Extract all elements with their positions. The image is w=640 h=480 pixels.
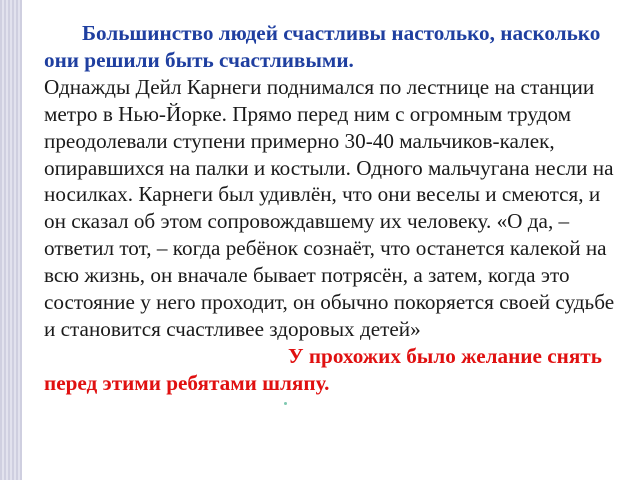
slide-text-block bbox=[44, 20, 624, 397]
story-paragraph: Однажды Дейл Карнеги поднимался по лестнице на станции метро в Нью-Йорке. Прямо перед ним с огромным трудом преодолевали ступени примерно 30-40 мальчиков-калек, опиравшихся на палки и костыли. Одного мальчугана несли на носилках. Карнеги был удивлён, что они веселы и смеются, и он сказал об этом сопровождавшему их человеку. «О да, – ответил тот, – когда ребёнок сознаёт, что останется калекой на всю жизнь, он вначале бывает потрясён, а затем, когда это состояние у него проходит, он обычно покоряется своей судьбе и становится счастливее здоровых детей» bbox=[44, 74, 615, 341]
left-decorative-stripe bbox=[0, 0, 22, 480]
slide-title: Большинство людей счастливы настолько, насколько они решили быть счастливыми. bbox=[44, 21, 601, 72]
bullet-dot bbox=[284, 402, 287, 405]
slide-panel bbox=[22, 0, 640, 480]
conclusion-text: У прохожих было желание снять перед этими ребятами шляпу. bbox=[44, 343, 602, 395]
